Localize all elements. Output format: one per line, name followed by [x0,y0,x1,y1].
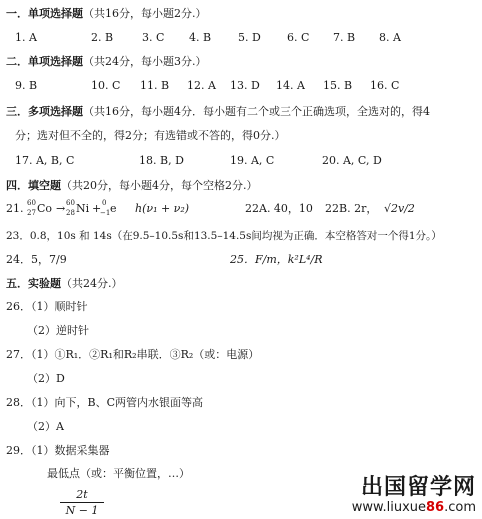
ni-symbol: Ni [76,202,90,215]
section-3-header [6,105,430,118]
answer-10: 10. C [91,79,121,92]
answer-6: 6. C [287,31,310,44]
ni-atomic-number: 28 [66,209,75,217]
q29-1: 29．（1）数据采集器 [6,444,110,457]
q26-2: （2）逆时针 [27,324,89,337]
section-3-note: （共16分，每小题4分．每小题有二个或三个正确选项，全选对的，得4 [83,105,430,118]
section-4-title: 四．填空题 [6,179,61,192]
plus-sign: + [92,202,102,215]
q23-answer: 23．0.8，10s 和 14s（在9.5–10.5s和13.5–14.5s间均视为正确．本空格答对一个得1分。） [6,230,442,242]
q24-25-row [0,253,482,267]
co-symbol: Co [37,202,53,215]
answer-9: 9. B [15,79,38,92]
section-3-note-2: 分；选对但不全的，得2分；有选错或不答的，得0分.） [15,129,286,142]
section-1-title: 一．单项选择题 [6,7,83,20]
section-4-header [6,179,258,192]
q21-energy: h(ν₁ + ν₂) [135,202,190,215]
answer-1: 1. A [15,31,37,44]
answer-13: 13. D [230,79,260,92]
answer-18: 18. B, D [139,154,184,167]
q25-answer: 25．F/m，k²L⁴/R [230,253,323,266]
q27-1: 27．（1）①R₁．②R₁和R₂串联．③R₂（或：电源） [6,348,260,361]
q29-lowest-point: 最低点（或：平衡位置，…） [47,467,190,480]
electron-mass-number: 0 [102,199,107,207]
answer-8: 8. A [379,31,401,44]
answer-15: 15. B [323,79,353,92]
section-1-header [6,7,207,20]
section-5-note: （共24分.） [61,277,123,290]
answer-20: 20. A, C, D [322,154,382,167]
section-4-note: （共20分，每小题4分，每个空格2分.） [61,179,258,192]
answer-17: 17. A, B, C [15,154,75,167]
electron-charge: −1 [100,209,111,217]
answer-11: 11. B [140,79,170,92]
answer-5: 5. D [238,31,261,44]
section-2-title: 二．单项选择题 [6,55,83,68]
q21-label: 21. [6,202,24,215]
section-3-title: 三．多项选择题 [6,105,83,118]
co-mass-number: 60 [27,199,36,207]
fraction-denominator: N − 1 [65,504,99,517]
answer-4: 4. B [189,31,212,44]
answer-3: 3. C [142,31,165,44]
answer-2: 2. B [91,31,114,44]
answer-19: 19. A, C [230,154,275,167]
reaction-arrow: → [56,202,66,215]
answer-7: 7. B [333,31,356,44]
section-5-title: 五．实验题 [6,277,61,290]
answer-16: 16. C [370,79,400,92]
watermark-title: 出国留学网 [360,475,476,500]
q24-answer: 24．5，7/9 [6,253,67,266]
watermark [352,476,476,515]
q28-2: （2）A [27,420,64,433]
section-2-answers [0,79,482,93]
watermark-url: www.liuxue86.com [351,500,476,515]
co-atomic-number: 27 [27,209,36,217]
q27-2: （2）D [27,372,65,385]
section-1-answers [0,31,482,45]
answer-14: 14. A [276,79,305,92]
section-3-answers [0,154,482,168]
q28-1: 28．（1）向下，B、C两管内水银面等高 [6,396,203,409]
section-5-header [6,277,123,290]
answer-12: 12. A [187,79,216,92]
section-2-header [6,55,207,68]
ni-mass-number: 60 [66,199,75,207]
q21-row [0,199,482,220]
electron-symbol: e [110,202,117,215]
q22a-answer: 22A. 40，10 [245,202,313,215]
section-2-note: （共24分，每小题3分.） [83,55,207,68]
q22b-root: √2v/2 [384,202,415,215]
q26-1: 26．（1）顺时针 [6,300,88,313]
q29-fraction [60,488,104,517]
q22b-answer: 22B. 2r， [325,202,378,215]
fraction-numerator: 2t [76,488,88,501]
fraction-bar [60,502,104,503]
section-1-note: （共16分，每小题2分.） [83,7,207,20]
